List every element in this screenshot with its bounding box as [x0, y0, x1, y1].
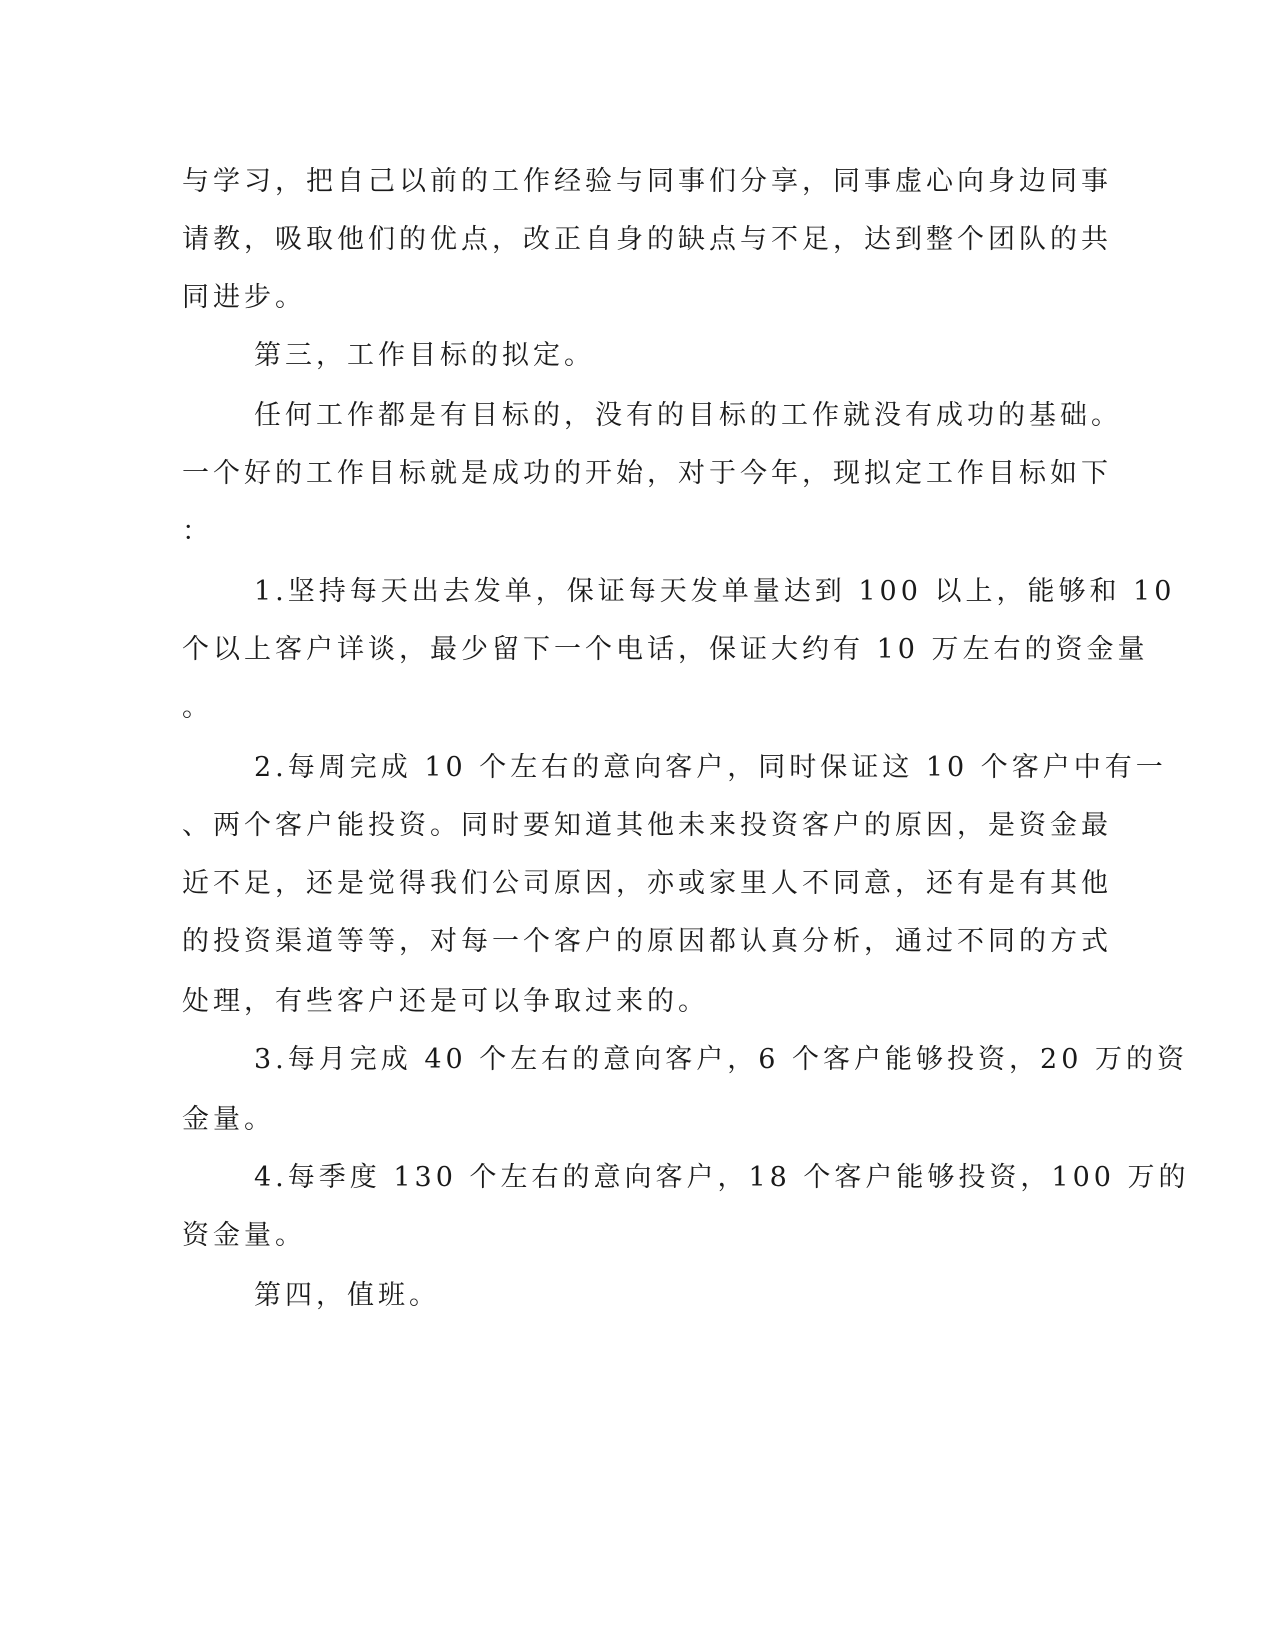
text-line: 一个好的工作目标就是成功的开始，对于今年，现拟定工作目标如下	[182, 458, 1112, 489]
text-line: 与学习，把自己以前的工作经验与同事们分享，同事虚心向身边同事	[182, 166, 1112, 197]
text-line: 金量。	[182, 1104, 275, 1135]
section-heading: 第四，值班。	[254, 1280, 440, 1311]
text-line: 近不足，还是觉得我们公司原因，亦或家里人不同意，还有是有其他	[182, 868, 1112, 899]
text-line: 资金量。	[182, 1220, 306, 1251]
text-line: 处理，有些客户还是可以争取过来的。	[182, 986, 709, 1017]
text-line: 任何工作都是有目标的，没有的目标的工作就没有成功的基础。	[254, 400, 1122, 431]
text-line: 个以上客户详谈，最少留下一个电话，保证大约有 10 万左右的资金量	[182, 634, 1149, 665]
list-item-4: 4.每季度 130 个左右的意向客户，18 个客户能够投资，100 万的	[254, 1162, 1190, 1193]
text-line: 、两个客户能投资。同时要知道其他未来投资客户的原因，是资金最	[182, 810, 1112, 841]
list-item-3: 3.每月完成 40 个左右的意向客户，6 个客户能够投资，20 万的资	[254, 1044, 1188, 1075]
list-item-2: 2.每周完成 10 个左右的意向客户，同时保证这 10 个客户中有一	[254, 752, 1167, 783]
text-line: ：	[182, 516, 213, 547]
text-line: 。	[182, 692, 213, 723]
section-heading: 第三，工作目标的拟定。	[254, 340, 595, 371]
text-line: 的投资渠道等等，对每一个客户的原因都认真分析，通过不同的方式	[182, 926, 1112, 957]
text-line: 同进步。	[182, 282, 306, 313]
text-line: 请教，吸取他们的优点，改正自身的缺点与不足，达到整个团队的共	[182, 224, 1112, 255]
list-item-1: 1.坚持每天出去发单，保证每天发单量达到 100 以上，能够和 10	[254, 576, 1176, 607]
